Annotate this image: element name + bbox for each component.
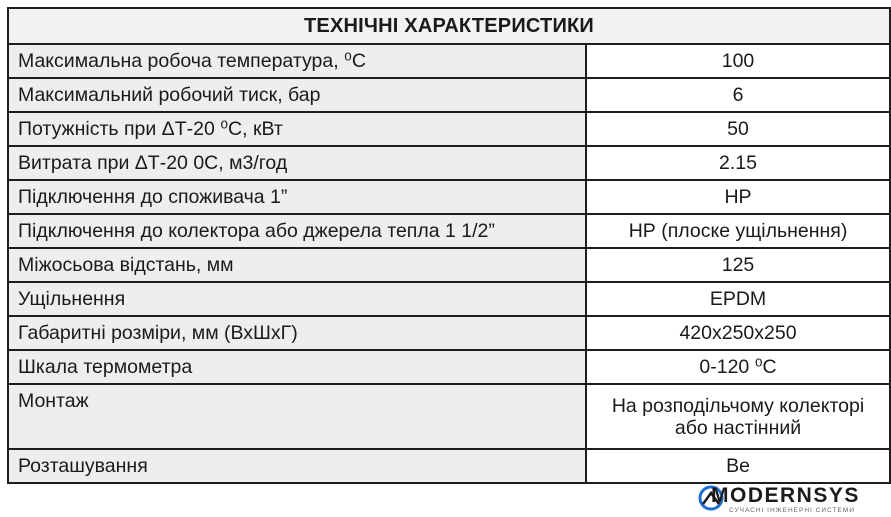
spec-value: 2.15 [586, 146, 890, 180]
table-row [8, 78, 890, 112]
table-row [8, 384, 890, 449]
spec-name: Витрата при ΔТ-20 0С, м3/год [8, 146, 586, 180]
brand-tagline: СУЧАСНІ ІНЖЕНЕРНІ СИСТЕМИ [729, 507, 855, 514]
spec-value: 0-120 ⁰С [586, 350, 890, 384]
spec-value: НР (плоске ущільнення) [586, 214, 890, 248]
spec-value [586, 449, 890, 483]
spec-name: Максимальний робочий тиск, бар [8, 78, 586, 112]
spec-name: Підключення до колектора або джерела тепла 1 1/2” [8, 214, 586, 248]
spec-name: Розташування [8, 449, 586, 483]
spec-name: Ущільнення [8, 282, 586, 316]
brand-watermark [697, 484, 891, 517]
table-row [8, 316, 890, 350]
spec-value: 6 [586, 78, 890, 112]
table-row [8, 146, 890, 180]
brand-name: MODERNSYS [711, 484, 860, 507]
spec-name: Шкала термометра [8, 350, 586, 384]
spec-name: Потужність при ΔТ-20 ⁰С, кВт [8, 112, 586, 146]
spec-value: 100 [586, 44, 890, 78]
spec-value: 50 [586, 112, 890, 146]
spec-name: Міжосьова відстань, мм [8, 248, 586, 282]
spec-name: Монтаж [8, 384, 586, 449]
table-row [8, 282, 890, 316]
spec-value: На розподільчому колекторі або настінний [586, 384, 890, 449]
table-row [8, 350, 890, 384]
spec-value-text: Ве [726, 455, 750, 477]
table-row [8, 112, 890, 146]
table-row [8, 248, 890, 282]
table-row [8, 44, 890, 78]
spec-value: EPDM [586, 282, 890, 316]
table-row [8, 449, 890, 483]
spec-value: НР [586, 180, 890, 214]
table-row [8, 180, 890, 214]
table-row [8, 214, 890, 248]
spec-value: 125 [586, 248, 890, 282]
table-title: ТЕХНІЧНІ ХАРАКТЕРИСТИКИ [8, 8, 890, 44]
spec-name: Підключення до споживача 1” [8, 180, 586, 214]
specifications-table [7, 7, 891, 484]
spec-name: Максимальна робоча температура, ⁰С [8, 44, 586, 78]
spec-name: Габаритні розміри, мм (ВхШхГ) [8, 316, 586, 350]
spec-value: 420х250х250 [586, 316, 890, 350]
table-header-row [8, 8, 890, 44]
